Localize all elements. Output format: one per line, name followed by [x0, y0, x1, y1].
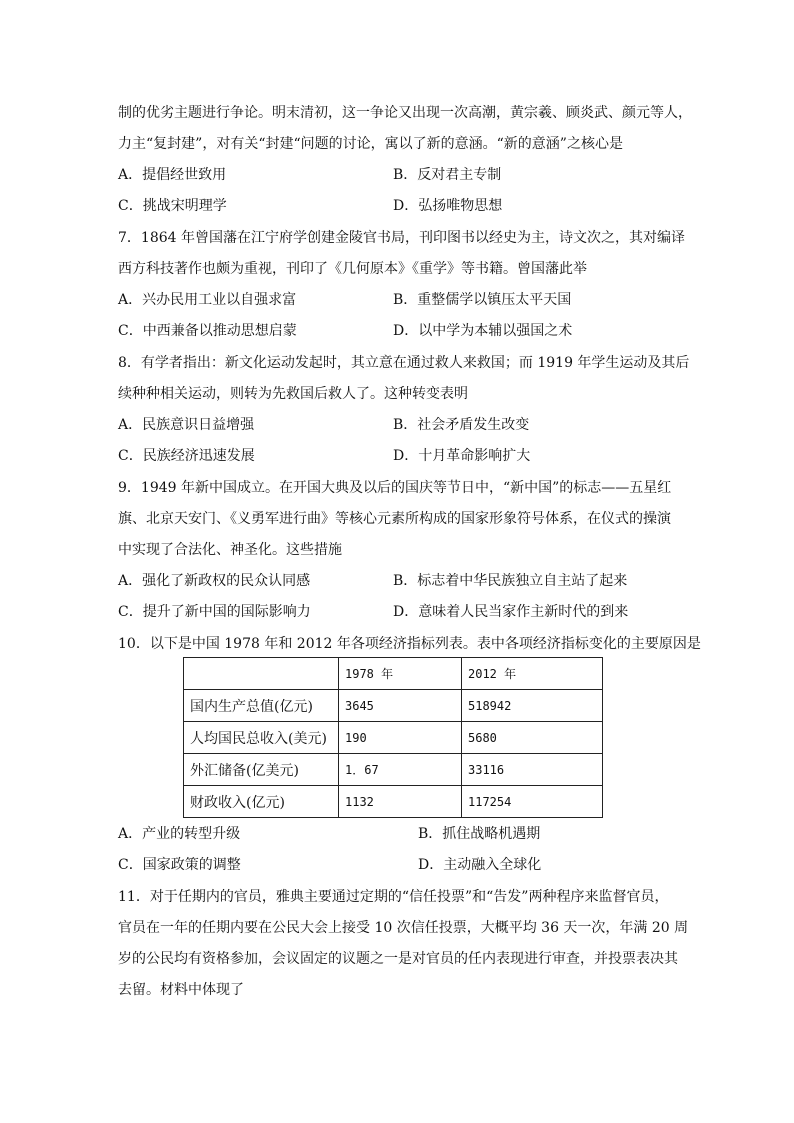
q6-option-d: D．弘扬唯物思想	[393, 198, 503, 214]
table-cell: 外汇储备(亿美元)	[184, 754, 339, 786]
table-row	[184, 722, 603, 754]
table-cell: 1132	[339, 786, 462, 818]
table-cell: 33116	[462, 754, 603, 786]
table-cell: 190	[339, 722, 462, 754]
q8-option-a: A．民族意识日益增强	[118, 417, 255, 433]
q10-option-d: D．主动融入全球化	[418, 857, 542, 873]
q7-option-b: B．重整儒学以镇压太平天国	[393, 292, 572, 308]
q11-stem-line-1: 11．对于任期内的官员，雅典主要通过定期的“信任投票”和“告发”两种程序来监督官员，	[118, 889, 669, 905]
q9-option-b: B．标志着中华民族独立自主站了起来	[393, 573, 628, 589]
table-header-cell	[184, 658, 339, 690]
table-cell: 117254	[462, 786, 603, 818]
q6-stem-line-2: 力主“复封建”，对有关“封建“问题的讨论，寓以了新的意涵。“新的意涵”之核心是	[118, 136, 623, 152]
table-cell: 人均国民总收入(美元)	[184, 722, 339, 754]
q7-stem-line-1: 7．1864 年曾国藩在江宁府学创建金陵官书局，刊印图书以经史为主，诗文次之，其对编译	[118, 230, 685, 246]
q7-option-a: A．兴办民用工业以自强求富	[118, 292, 297, 308]
q11-stem-line-4: 去留。材料中体现了	[118, 982, 244, 998]
q6-option-b: B．反对君主专制	[393, 167, 502, 183]
q10-option-c: C．国家政策的调整	[118, 857, 241, 873]
table-row	[184, 754, 603, 786]
q8-stem-line-1: 8．有学者指出：新文化运动发起时，其立意在通过救人来救国；而 1919 年学生运动及其后	[118, 355, 690, 371]
q9-stem-line-2: 旗、北京天安门、《义勇军进行曲》等核心元素所构成的国家形象符号体系，在仪式的操演	[118, 511, 671, 527]
q8-stem-line-2: 续种种相关运动，则转为先救国后救人了。这种转变表明	[118, 386, 468, 402]
q6-option-c: C．挑战宋明理学	[118, 198, 227, 214]
q10-stem: 10．以下是中国 1978 年和 2012 年各项经济指标列表。表中各项经济指标变化的主要原因是	[118, 636, 701, 652]
q8-option-d: D．十月革命影响扩大	[393, 448, 531, 464]
q7-option-d: D．以中学为本辅以强国之术	[393, 323, 573, 339]
q11-stem-line-3: 岁的公民均有资格参加，会议固定的议题之一是对官员的任内表现进行审查，并投票表决其	[118, 951, 678, 967]
table-row	[184, 786, 603, 818]
q9-stem-line-1: 9．1949 年新中国成立。在开国大典及以后的国庆等节日中，“新中国”的标志——五星红	[118, 480, 672, 496]
table-cell: 1．67	[339, 754, 462, 786]
q9-option-c: C．提升了新中国的国际影响力	[118, 604, 311, 620]
table-row	[184, 690, 603, 722]
q8-option-c: C．民族经济迅速发展	[118, 448, 255, 464]
table-cell: 财政收入(亿元)	[184, 786, 339, 818]
q7-stem-line-2: 西方科技著作也颇为重视，刊印了《几何原本》《重学》等书籍。曾国藩此举	[118, 261, 587, 277]
q7-option-c: C．中西兼备以推动思想启蒙	[118, 323, 297, 339]
table-header-row	[184, 658, 603, 690]
q11-stem-line-2: 官员在一年的任期内要在公民大会上接受 10 次信任投票，大概平均 36 天一次，年满 20 周	[118, 920, 689, 936]
economic-indicators-table	[183, 657, 603, 818]
q6-option-a: A．提倡经世致用	[118, 167, 227, 183]
table-cell: 国内生产总值(亿元)	[184, 690, 339, 722]
q9-option-d: D．意味着人民当家作主新时代的到来	[393, 604, 629, 620]
table-header-cell: 1978 年	[339, 658, 462, 690]
q9-stem-line-3: 中实现了合法化、神圣化。这些措施	[118, 542, 342, 558]
table-cell: 5680	[462, 722, 603, 754]
q6-stem-line-1: 制的优劣主题进行争论。明末清初，这一争论又出现一次高潮，黄宗羲、顾炎武、颜元等人，	[118, 105, 692, 121]
table-cell: 518942	[462, 690, 603, 722]
q9-option-a: A．强化了新政权的民众认同感	[118, 573, 311, 589]
table-cell: 3645	[339, 690, 462, 722]
q8-option-b: B．社会矛盾发生改变	[393, 417, 530, 433]
q10-option-a: A．产业的转型升级	[118, 826, 241, 842]
table-header-cell: 2012 年	[462, 658, 603, 690]
q10-option-b: B．抓住战略机遇期	[418, 826, 541, 842]
